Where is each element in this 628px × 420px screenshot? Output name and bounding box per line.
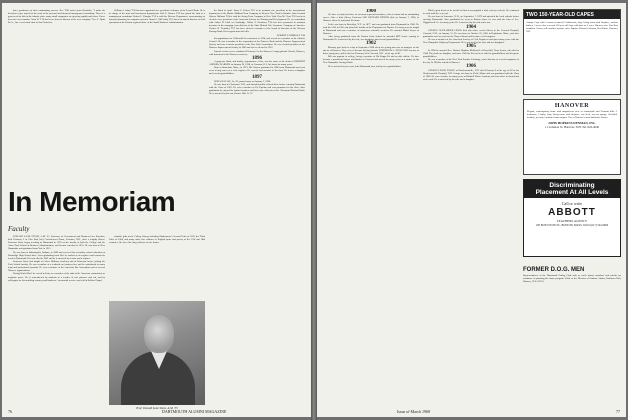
- obituary-text: He was born in Indianapolis, Indiana, in 1889 and received his secondary school education at Shortridge High School there. After graduating from Yale he worked as an engineer and returned to teach at Dartmouth. His wife died in 1962 and he is survived by a sister and a nephew.: [8, 250, 105, 260]
- right-page-number: 77: [616, 409, 620, 414]
- class-year-heading: 1902: [366, 41, 376, 47]
- faculty-obituary-column-2: [109, 235, 205, 303]
- abbott-logo: ABBOTT: [548, 207, 596, 218]
- obituary-text: He was a member of the American Society of Civil Engineers and spent many years with the New Hampshire Highway Department. He is survived by his wife and two daughters.: [423, 38, 519, 45]
- obituary-text: In 1900 he married Rev. Herbert Hopkins McDowell of Haverhill, Nova Scotia, who died in 1944. They had one daughter, and since 1945 his life has been with his grandchildren and his great-grandchildren.: [423, 48, 519, 58]
- class-year-heading: 1900: [366, 9, 376, 14]
- obituary-text: Dilek's great desire to be useful led him to accomplish a wide variety of deeds. He continued to work until the very end.: [423, 9, 519, 16]
- faculty-obituary-column: [8, 235, 105, 405]
- obituary-text: Leslie was born in Brooklyn, N.Y., in 1877, and was graduated from Dartmouth in 1900. He took his A.M. in 1901 and joined the faculty of the Department of Physics. For forty years he taught at Dartmouth and was a member of numerous scientific societies. He married Mabel Keyes of Hanover.: [323, 22, 419, 35]
- obituary-text: HORACE HALE, Sr., 92, passed away on January 7, 1968.: [214, 79, 271, 83]
- ad-agency-address: 11 Lebanon St. Hanover, N.H. Tel. 643-4040: [545, 125, 599, 129]
- obituary-text: Professor Stone had taught at Culver Military Academy and at Princeton before joining the Tuck School faculty. He was co-author of a textbook on business law and he contributed to many legal and professional journals. He was a member of the American Bar Association and of several Hanover organizations.: [8, 259, 105, 273]
- real-estate-ad-hanover: [523, 99, 621, 175]
- obituary-text: He was born in Claremont, N.H., and attended public schools there before entering Dartmouth with the Class of 1897. He was a member of Psi Upsilon and was prominent in his class. After graduation he entered the lumber business and later was a director of the Claremont National Bank. He is survived by his son, Horace Hale Jr. '27.: [209, 83, 305, 96]
- class-year-heading: 1896: [252, 55, 262, 61]
- ad-title: HANOVER: [554, 103, 590, 109]
- professor-portrait-photo: [109, 301, 205, 405]
- ad-address: 100 BOYLSTON ST., BOSTON, MASS. 02116 (617) 542-6960: [535, 224, 609, 227]
- obituary-text: valuable gifts to the College library including Shakespeare's Second Folio of 1632, the Third Folio of 1664, and many other fine editions of English prose and poetry of the 17th and 18th centuries. He was a life-long collector of rare books.: [109, 235, 205, 245]
- column-text: his appointment in 1944 until his retirement in 1958, and served as a member of the Athletic Council. He was a member of the corporation of the Hanover Bank and the Hanover Improvement Society and was a former president of the Pine Park Association. He was elected president of the Hanover Improvement Society in 1945 and was re-elected in 1951.: [209, 37, 305, 50]
- ad-text: Elegant, contemporary home with magnificent view of countryside and Vermont hills; 3 bedrooms, 2 baths, large living room with fireplace, sun deck, two-car garage. Secluded location, yet only 5 minutes from campus. One of Hanover's most distinctive homes.: [527, 110, 617, 119]
- notice-text: Representatives of the Dartmouth Outing Club wish to reach former members and friends for assistance in planning the future program. Write to the Director of Outdoor Affairs, Robinson Hall, Hanover, N.H. 03755.: [523, 274, 621, 283]
- ad-subtitle: TEACHERS AGENCY: [556, 219, 588, 223]
- issue-date: Issue of March 1968: [397, 409, 430, 414]
- real-estate-ad-capes: [523, 9, 621, 95]
- obituary-text: He was born in Lancaster, N.H., on September 7, 1879 and attended the local schools before entering Dartmouth. After graduation he went to Boston where he was with the firm of Lee, Higginson & Co. for many years. He is survived by his wife and a son.: [423, 15, 519, 25]
- obituary-text: DONALD LANE STONE, A.M. '35, Professor of Government and Business Law Emeritus, died February 3 in Glen Park (sic) Convalescent Home, Lebanon, N.H., after a lengthy illness. Professor Stone began teaching at Dartmouth in 1935 on the faculty of both the College and the Amos Tuck School of Business Administration, and became emeritus in 1955. He was born in New Hampshire and graduated from Yale in 1913.: [8, 235, 105, 251]
- obituary-text: Born in Stoneham, Mass., in 1873, Mr. Warren graduated in 1896 from Dartmouth and went on to a long career as a civil engineer. He was the last member of his class. He leaves a daughter and several grandchildren.: [209, 66, 305, 76]
- photo-caption: Prof. Donald Lane Stone, A.M. '35: [136, 406, 178, 410]
- left-column-3: [209, 9, 305, 413]
- column-text: three gentlemen on their outstanding success. Rev T'08 writes from Honolulu: "I made the decision to give myself to the work of the personal and financial management consulting. There is a great need for this in the islands where many small companies are growing rapidly and where I have been for a few months. Oscar D. T'10 has been elected a director of the new company." Rev. F. Hyatt & Co., Inc. a real estate firm of San Francisco.: [8, 9, 105, 25]
- class-secretary-signoff: ROBERT Y. KIMBALL T'48: [276, 33, 305, 37]
- column-text: the Bank in April. Vance P. Eckert T'63 is an assistant vice president in the international department of the Marine Midland Trust Company of Western New York in Buffalo. John Leonard Warren Hallaran T'64 is with the Irving Trust Company in New York. Dan M. Clem T'65 has been elected a vice president of the American Society for Training and Development. He is a consultant with Arthur D. Little in Cambridge. Walter S. Woodrow T'66 has been promoted to assistant treasurer in the mortgage loan division of the State Mutual Life Assurance Company of America. Charles N. Trembley T'67 has been elected a member of the board of directors of the Western Savings Bank. Best regards from the hills.: [209, 9, 305, 34]
- right-column-1: [323, 9, 419, 413]
- obituary-text: GEORGE ALEXANDER LEWIS died after three weeks illness in the Concord Hospital, Concord, N.H., on January 31. He was born on October 25, 1881 in Hopkinton, Mass., and after graduation went to work for the Thayer School and became a civil engineer.: [423, 28, 519, 38]
- class-year-heading: 1906: [466, 64, 476, 70]
- ad-agency-name: JOHN HOPKINS DENMAN, INC.: [548, 121, 596, 125]
- left-page: [2, 3, 311, 417]
- class-year-heading: 1904: [466, 24, 476, 30]
- obituary-text: After being graduated from the Boston Latin School he attended MIT before coming to Dartmouth. He is survived by his wife, two daughters and several grandchildren.: [323, 35, 419, 42]
- portrait-head: [144, 315, 174, 353]
- left-top-column-1: [8, 9, 105, 121]
- obituary-text: Bill was popular in college, being a member of Phi Kappa Psi and an able athlete. He later became a prominent lawyer and banker in Concord and served for many years as a trustee of the New Hampshire Savings Bank.: [323, 55, 419, 65]
- ad-headline: Placement At All Levels: [524, 189, 620, 198]
- obituary-text: A gorgeous florid, and finally, acquaintance of his, was the cause of the death of HERBERT ANDREW WARREN on January 30, 1968, in Cranston, R.I., his home for many years.: [209, 59, 305, 66]
- abbott-teachers-agency-ad: [523, 179, 621, 257]
- class-year-heading: 1897: [252, 75, 262, 81]
- obituary-text: We have recently lost three of our most respected members, each of whom had an outstanding career. After a brief illness, Professor LEE RICHARD DENNIS died on January 7, 1968, in Hanover where he had made his home.: [323, 13, 419, 23]
- right-page: [317, 3, 626, 417]
- class-year-heading: 1905: [466, 44, 476, 50]
- in-memoriam-heading: In Memoriam: [8, 186, 176, 217]
- obituary-text: He is survived by two sons, both Dartmouth men, and by five grandchildren.: [328, 64, 402, 68]
- dog-men-notice: [523, 265, 621, 345]
- left-page-number: 76: [8, 409, 12, 414]
- column-text: William A. Johns T'56 has been appointed vice president of finance of the Lowell Bank. He is in charge of the trust and investment departments. Paul E. Kasten T'59 has joined the firm as a management consultant. Robert L. Douglas T'59 is with the Defense Department, concentrating on financial planning for computer systems. Stuart G. McCarthy T'61 has been named director of field operations at the Boston regional office of the Small Business Administration.: [109, 9, 205, 25]
- right-column-2: [423, 9, 519, 413]
- left-top-column-2: [109, 9, 205, 121]
- column-text: Funeral services were conducted February 6 in the Hanover Congregational Church, Hanover, with interment in the Hanover cemetery.: [209, 49, 305, 56]
- obituary-text: GEORGE LEWIS TOWLE of Hendersonville, N.H. died February 8 at the age of 83 in the Hendersonville Hospital, N.H. George was born in Wells, Maine and was graduated with the Class of 1906. He was a teacher for many years at Kimball Union Academy and was active in church and civic work. He is survived by his wife and a daughter.: [423, 68, 519, 81]
- obituary-text: Memory goes back to a day in September 1898 when two young men met as strangers on the streets of Hanover. They were to become lifelong friends. FREDERICK A. HOWLAND was one of those young men, and he died on February 24 in Concord, N.H., at the age of 88.: [323, 45, 419, 55]
- ad-title: TWO 150-YEAR-OLD CAPES: [524, 10, 620, 19]
- ad-text: Antique Cape with 5 rooms (restored) 2 bathrooms, large living room with fireplace, modern kitchen, 5 acres; also a second 150 year old Cape with barn on 3 acres. Hanover area. Excellent condition. Owner will consider separate sales. Inquire: Edward Coleman, Real Estate, Hanover, N.H.: [526, 20, 618, 33]
- faculty-subheading: Faculty: [8, 225, 30, 233]
- notice-title: FORMER D.O.G. MEN: [523, 267, 585, 273]
- ad-headline: Discriminating: [524, 180, 620, 189]
- obituary-text: He was a member of the New York Produce Exchange, and a director of several companies in the city. In 1964 he retired to Hanover.: [423, 58, 519, 65]
- ad-call-to-action: Call or write: [561, 201, 583, 206]
- obituary-text: During World War I he served in Paris as a member of the staff of the American commission to negotiate peace. He is remembered by students as a teacher of rare patience and wit, and by colleagues for his unfailing courtesy and kindness. A memorial service was held in Rollins Chapel.: [8, 272, 105, 282]
- magazine-name: DARTMOUTH ALUMNI MAGAZINE: [162, 409, 227, 414]
